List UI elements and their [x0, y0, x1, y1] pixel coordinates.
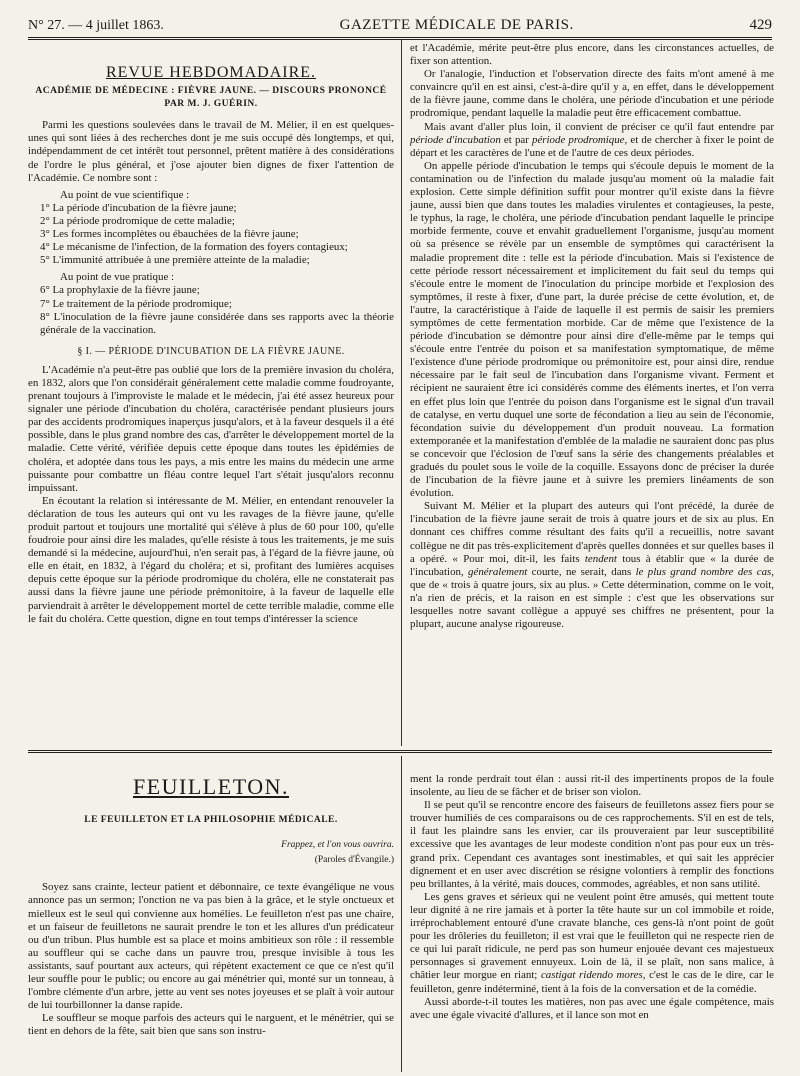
- paragraph: Or l'analogie, l'induction et l'observation directe des faits m'ont amené à me convaincre qu'il en est ainsi, c'est-à-dire qu'il y a, en effet, dans le développement de la fièvre jaune, comme dans le choléra, une période d'incubation et une période prodromique, pendant laquelle la maladie peut être efficacement combattue.: [410, 68, 774, 120]
- epigraph: Frappez, et l'on vous ouvrira.: [281, 840, 394, 851]
- feuilleton-column-right: [410, 773, 774, 1022]
- list-item: 5° L'immunité attribuée à une première atteinte de la maladie;: [40, 254, 310, 267]
- scientific-list: [28, 202, 394, 267]
- paragraph: En écoutant la relation si intéressante de M. Mélier, en entendant renouveler la déclaration de tous les auteurs qui ont vu les ravages de la fièvre jaune, qu'elle produit partout et toujours une mortalité qui s'élève à plus de 60 pour 100, qu'elle foudroie pour ainsi dire les malades, qu'elle résiste à tous les traitements, je me suis demandé si la médecine, aujourd'hui, n'en serait pas, à l'égard de la fièvre jaune, où elle en était, en 1832, à l'égard du choléra; et si, profitant des lumières acquises depuis cette époque sur la période prodromique du choléra, elle ne constaterait pas aussi dans la fièvre jaune une période prémonitoire, à la faveur de laquelle elle parviendrait à arrêter le développement mortel de cette terrible maladie, comme elle le fait du choléra. Cette question, digne en tout temps d'intéresser la science: [28, 494, 394, 625]
- feuilleton-subtitle: LE FEUILLETON ET LA PHILOSOPHIE MÉDICALE.: [84, 815, 338, 826]
- feuilleton-column-left: [28, 762, 394, 1039]
- practical-list: [28, 284, 394, 336]
- list-item: 8° L'inoculation de la fièvre jaune considérée dans ses rapports avec la théorie générale de la vaccination.: [40, 310, 394, 336]
- text-span: Suivant M. Mélier et la plupart des auteurs qui l'ont précédé, la durée de l'incubation de la fièvre jaune serait de trois à quatre jours et de six au plus. En donnant ces chiffres comme résultant des faits qu'il a recueillis, notre savant collègue ne dit pas très-explicitement d'après quelles données et sur quelles bases il a opéré. « Pour moi, dit-il, les faits: [410, 500, 774, 565]
- epigraph-source: (Paroles d'Évangile.): [314, 855, 394, 866]
- paragraph: Parmi les questions soulevées dans le travail de M. Mélier, il en est quelques-unes qui sont liées à des recherches dont je me suis occupé dès longtemps, et qui, indépendamment de cet intérêt tout personnel, prêtent matière à des considérations de l'ordre le plus général, et j'ose ajouter bien dignes de fixer l'attention de l'Académie. Ce nombre sont :: [28, 119, 394, 184]
- revue-column-right: [410, 42, 774, 631]
- text-span: et par: [500, 133, 533, 146]
- list-item: 1° La période d'incubation de la fièvre jaune;: [40, 201, 237, 214]
- paragraph: [410, 500, 774, 631]
- paragraph: Aussi aborde-t-il toutes les matières, non pas avec une égale compétence, mais avec une égale vivacité d'allures, et il lance son mot en: [410, 995, 774, 1021]
- text-span: courte, ne serait, dans: [527, 565, 636, 578]
- italic-term: généralement: [468, 565, 528, 578]
- newspaper-title: GAZETTE MÉDICALE DE PARIS.: [339, 17, 574, 33]
- column-divider-bottom: [401, 756, 402, 1072]
- text-span: Mais avant d'aller plus loin, il convient de préciser ce qu'il faut entendre par: [424, 120, 774, 133]
- feuilleton-rule: [28, 750, 772, 753]
- paragraph: et l'Académie, mérite peut-être plus encore, dans les circonstances actuelles, de fixer son attention.: [410, 42, 774, 68]
- page-header: [28, 12, 772, 34]
- list-title: Au point de vue pratique :: [60, 271, 175, 284]
- paragraph: Soyez sans crainte, lecteur patient et débonnaire, ce texte évangélique ne vous annonce pas un sermon; l'onction ne va pas bien à la grâce, et le style onctueux et mielleux est le seul qui convienne aux homélies. Le feuilleton n'est pas une chaire, et un faiseur de feuilletons ne saurait prendre le ton et les allures d'un prédicateur ou d'un tribun. Plus humble est sa place et moins ambitieux son rôle : il ressemble au souffleur qui se cache dans un pauvre trou, presque invisible à tous les assistants, sauf pourtant aux acteurs, qui répètent exactement ce que ce n'est qu'il leur souffle pour le public; ou encore au gai ménétrier qui, monté sur un tonneau, à l'ombre clémente d'un arbre, jette au vent ses notes joyeuses et se plaît à voir autour de lui tourbillonner la danse rapide.: [28, 881, 394, 1012]
- list-item: 4° Le mécanisme de l'infection, de la formation des foyers contagieux;: [40, 241, 348, 254]
- list-title: Au point de vue scientifique :: [60, 188, 190, 201]
- paragraph: L'Académie n'a peut-être pas oublié que lors de la première invasion du choléra, en 1832, alors que l'on considérait généralement cette maladie comme foudroyante, prenant toujours à l'improviste le malade et le médecin, j'ai été assez heureux pour signaler une période d'incubation du choléra, caractérisée pendant plusieurs jours par des accidents prodromiques inaperçus jusqu'alors, et à la faveur desquels il a été possible, dans le plus grand nombre des cas, d'arrêter le développement mortel de la maladie. Cette vérité, vérifiée depuis cette époque dans toutes les épidémies de choléra, et adoptée dans tous les pays, a mis entre les mains du médecin une arme puissante pour combattre un fléau contre lequel l'art s'était jusqu'alors reconnu impuissant.: [28, 363, 394, 494]
- paragraph: On appelle période d'incubation le temps qui s'écoule depuis le moment de la contamination ou de l'infection du malade jusqu'au moment où la maladie fait explosion. Cette simple définition suffit pour montrer qu'il existe dans la fièvre jaune, aussi bien que dans toutes les maladies virulentes et contagieuses, la peste, le typhus, la rage, le choléra, une période d'incubation pendant laquelle le principe morbide fermente, couve et envahit graduellement l'organisme, jusqu'au moment où sa présence se révèle par un ensemble de symptômes qui caractérisent la maladie proprement dite : telle est la période d'incubation. Mais si l'existence de cette période ressort nécessairement et implicitement du fait seul du temps qui s'écoule entre le moment de l'inoculation du principe morbide et l'explosion des symptômes, il reste à fixer, d'une part, la durée précise de cette évolution, et, de l'autre, la caractéristique à l'aide de laquelle il est permis de saisir les premiers symptômes de cette fermentation morbide. Car de même que l'existence de la période d'incubation se démontre pour ainsi dire d'elle-même par le temps qui s'écoule entre l'entrée du poison et sa manifestation symptomatique, de même l'existence d'une période prodromique ou prémonitoire est, pour ainsi dire, rendue nécessaire par le fait seul de l'incubation dans l'organisme vivant. Ferment et récipient ne sauraient être ici considérés comme des éléments inertes, et l'on verra en effet plus loin que l'entrée du poison dans l'organisme est le signal d'un travail de catalyse, en vertu duquel une sorte de fécondation a lieu au sein de l'économie, fécondation suivie du développement d'un produit nouveau. La formation extemporanée et la manifestation d'emblée de la maladie ne sauraient donc pas plus se concevoir que l'éclosion de l'œuf sans la série des changements préalables et gradués du poulet sous le voile de la coquille. Essayons donc de préciser la durée de l'incubation de la fièvre jaune et à suivre les premiers linéaments de son évolution.: [410, 159, 774, 500]
- italic-term: castigat ridendo mores: [540, 969, 643, 982]
- issue-date: N° 27. — 4 juillet 1863.: [28, 18, 164, 33]
- feuilleton-title: FEUILLETON.: [132, 774, 290, 799]
- text-span: tous à établir que « la durée de l'incubation,: [410, 552, 774, 578]
- text-span: Les gens graves et sérieux qui ne veulent point être amusés, qui mettent toute leur dignité à ne rire jamais et à porter la tête haute sur un col immobile et roide, irréprochablement entouré d'une cravate blanche, ces gens-là n'ont point de goût pour les drôleries du feuilleton; il est vrai que le feuilleton qui ne respecte rien de ce qui lui paraît ridicule, ne perd pas son humeur enjouée devant ces majestueux personnages si gravement ennuyeux. Loin de là, il se plaît, non sans malice, à châtier leur morgue en riant;: [410, 890, 774, 982]
- text-span: , c'est le cas de le dire, car le feuilleton, genre indéterminé, tient à la fois de la conversation et de la comédie.: [410, 969, 774, 995]
- list-item: 6° La prophylaxie de la fièvre jaune;: [40, 284, 200, 297]
- column-divider-top: [401, 40, 402, 746]
- italic-term: période d'incubation: [410, 133, 501, 146]
- italic-term: tendent: [584, 552, 617, 565]
- section-heading: REVUE HEBDOMADAIRE.: [105, 64, 317, 81]
- section-subheading: ACADÉMIE DE MÉDECINE : FIÈVRE JAUNE. — DISCOURS PRONONCÉ PAR M. J. GUÉRIN.: [35, 86, 387, 110]
- paragraph: Il se peut qu'il se rencontre encore des faiseurs de feuilletons assez fiers pour se trouver humiliés de ces comparaisons ou de ces rapprochements. S'il en est de tels, il faut les plaindre sans les envier, car ils prouveraient par leur susceptibilité excessive que les avantages de leur modeste condition n'ont pas pour eux un très-grand prix. Cependant ces avantages sont inestimables, et qui sait les apprécier dignement et en user avec discrétion se résigne volontiers à remplir des fonctions peu brillantes, à la vérité, mais douces, commodes, agréables, et non sans utilité.: [410, 799, 774, 890]
- italic-term: le plus grand nombre des cas: [635, 565, 772, 578]
- text-span: , que de « trois à quatre jours, six au plus. » Cette détermination, comme on le voit, n'a rien de précis, et la raison en est simple : c'est que les observations sur lesquelles notre savant collègue a appuyé ses chiffres ne présentent, pour la plupart, aucune analyse rigoureuse.: [410, 565, 774, 631]
- text-span: , et de chercher à fixer le point de départ et les caractères de l'une et de l'autre de ces deux périodes.: [410, 133, 774, 159]
- feuilleton-title-wrap: [28, 774, 394, 799]
- paragraph: [410, 891, 774, 996]
- section-title: § I. — PÉRIODE D'INCUBATION DE LA FIÈVRE JAUNE.: [77, 345, 345, 357]
- page-number: 429: [749, 17, 772, 33]
- italic-term: période prodromique: [532, 133, 625, 146]
- list-item: 2° La période prodromique de cette maladie;: [40, 214, 235, 227]
- paragraph: ment la ronde perdrait tout élan : aussi rit-il des impertinents propos de la foule insolente, au lieu de se fâcher et de briser son violon.: [410, 773, 774, 799]
- paragraph: Le souffleur se moque parfois des acteurs qui le narguent, et le ménétrier, qui se tient en dehors de la fête, sait bien que sans son instru-: [28, 1012, 394, 1038]
- list-item: 3° Les formes incomplètes ou ébauchées de la fièvre jaune;: [40, 228, 299, 241]
- list-item: 7° Le traitement de la période prodromique;: [40, 297, 232, 310]
- revue-column-left: [28, 40, 394, 626]
- paragraph: [410, 121, 774, 160]
